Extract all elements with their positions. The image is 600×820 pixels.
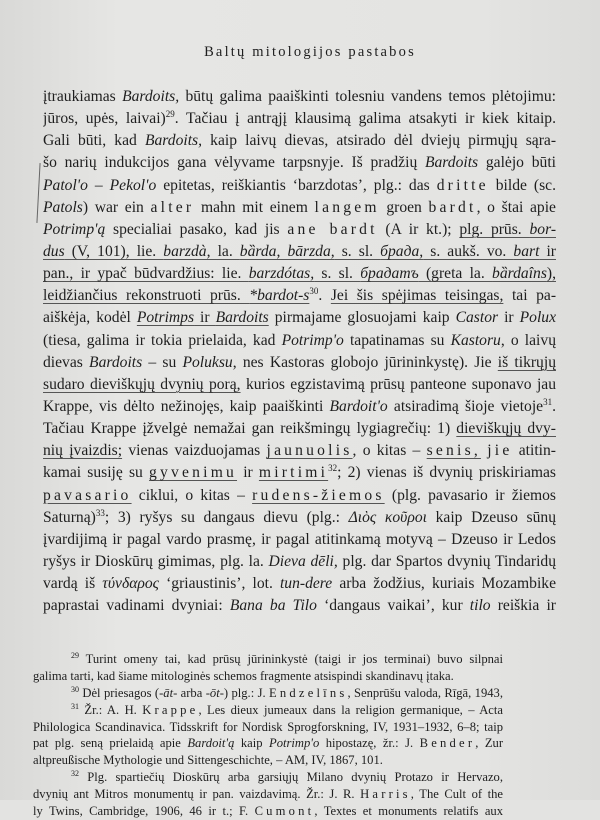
text-segment: altpreußische Mythologie und Sittengeschichte, – AM, IV, 1867, 101. <box>33 753 383 768</box>
footnote-ref: 31 <box>71 701 79 711</box>
text-segment: groen <box>379 198 429 216</box>
text-segment: arba <box>177 685 206 700</box>
italic-text: Poluksu <box>182 353 233 371</box>
text-segment: , o štai apie <box>476 198 556 216</box>
italic-text: barzdótas, <box>248 265 315 283</box>
text-segment: specialiai pasako, kad jis <box>105 220 288 238</box>
italic-text: bart <box>513 242 540 260</box>
footnote-ref: 30 <box>71 684 79 694</box>
text-segment: , nes Kastoras globojo jūrininkystę). Jie <box>232 353 498 371</box>
text-segment: (plg. pavasario ir žiemos <box>384 486 556 504</box>
text-segment: Jei šis spėjimas teisingas, <box>330 287 504 305</box>
text-segment: paprastai vadinami dvyniai: <box>43 597 230 615</box>
footnote-ref: 32 <box>328 463 338 474</box>
text-segment: ‘dangaus vaikai’, kur <box>316 597 470 615</box>
text-segment: ‘griaustinis’, lot. <box>158 575 280 593</box>
italic-text: брадатъ <box>360 265 419 283</box>
text-segment: ) war ein <box>82 198 151 216</box>
footnote-line <box>33 769 503 786</box>
text-segment: . <box>552 397 556 415</box>
body-line <box>43 352 556 374</box>
italic-text: Bana ba Tilo <box>229 597 317 615</box>
italic-text: dus <box>43 242 65 260</box>
spaced-text: Harris <box>360 787 411 802</box>
text-segment: , Les dieux jumeaux dans la religion germanique, – Acta <box>198 702 503 717</box>
text-segment: nių įvaizdis; <box>43 442 123 460</box>
text-segment: . <box>318 287 331 305</box>
text-segment: kaip <box>234 736 269 751</box>
text-segment: (V, 101), lie. <box>64 242 164 260</box>
text-segment: ), <box>546 265 556 283</box>
text-segment: dieviškųjų dvy- <box>456 420 556 438</box>
italic-text: Διὸς κοῦροι <box>348 508 427 526</box>
text-segment: bilde (sc. <box>488 176 556 194</box>
text-segment: , Senprūšu valoda, Rīgā, 1943, <box>347 685 503 700</box>
text-segment: galėjo būti <box>478 154 556 172</box>
text-segment: būtų galima paaiškinti tolesniu vandens temos plėtojimu: <box>179 88 556 105</box>
spaced-text: Cumont <box>254 804 315 819</box>
body-text <box>43 86 556 617</box>
spaced-text: langem <box>314 198 380 216</box>
body-line <box>43 573 556 595</box>
body-line <box>43 595 556 617</box>
text-segment: aiškėja, kodėl <box>43 309 137 327</box>
spaced-text: bardt <box>428 198 477 216</box>
text-segment: atsiradimą šioje vietoje <box>387 397 544 415</box>
spaced-text: rudens-žiemos <box>252 486 385 504</box>
body-line <box>43 396 556 418</box>
text-segment: jūros, upės, laivai) <box>43 110 166 128</box>
text-segment: s. sl. <box>314 265 361 283</box>
italic-text: *bardot-s <box>249 287 310 305</box>
italic-text: -āt- <box>159 685 178 700</box>
italic-text: tun-dere <box>279 575 333 593</box>
text-segment: dvynių ant Mitros monumentų ir pan. vaizdavimą. Žr.: J. R. <box>33 787 361 802</box>
text-segment: Philologica Scandinavica. Tidsskrift for Nordisk Sprogforskning, IV, 1931–1932, 6–8; taip <box>33 719 503 734</box>
footnote-ref: 33 <box>95 507 105 518</box>
body-line <box>43 263 556 285</box>
text-segment: Krappe, vis dėlto nežinojęs, kaip paaiškinti <box>43 397 330 415</box>
italic-text: τύνδαρος <box>102 575 159 593</box>
body-line <box>43 374 556 396</box>
text-segment: Saturną) <box>43 508 96 526</box>
italic-text: Bardoit'o <box>329 397 388 415</box>
text-segment: ir <box>539 242 556 260</box>
text-segment: leidžiančius rekonstruoti prūs. <box>43 287 250 305</box>
italic-text: Bardoits <box>215 309 269 327</box>
spaced-text: dritte <box>436 176 489 194</box>
italic-text: Bardoit'ą <box>187 736 235 751</box>
spaced-text: pavasario <box>43 486 132 504</box>
text-segment: plg. dar Spartos dvynių Tindaridų <box>337 552 556 570</box>
italic-text: Potrimp'o <box>269 736 320 751</box>
footnote-ref: 32 <box>71 769 79 779</box>
text-segment: ir <box>194 309 216 327</box>
footnote-line <box>33 786 503 803</box>
spaced-text: mirtimi <box>258 464 329 482</box>
text-segment: Žr.: A. H. <box>79 702 143 717</box>
italic-text: Castor <box>455 309 499 327</box>
italic-text: Potrimp'ą <box>43 220 106 238</box>
spaced-text: Krappe <box>142 702 199 717</box>
italic-text: Potrimp'o <box>281 331 344 349</box>
text-segment: pirmajame glosuojami kaip <box>268 309 456 327</box>
text-segment: Tačiau Krappe įžvelgė nemažai gan reikšmingų lygiagrečių: 1) <box>43 420 457 438</box>
text-segment: kaip laivų dievas, atsirado dėl dviejų pirmųjų sąra- <box>202 132 556 150</box>
text-segment: galima tarti, kad šiame mitologinės schemos fragmente atsispindi skandinavų įtaka. <box>33 668 454 683</box>
text-segment: reiškia ir <box>490 597 556 615</box>
italic-text: Patol'o – Pekol'o <box>43 176 157 194</box>
body-line <box>43 529 556 551</box>
italic-text: Bardoits <box>89 353 143 371</box>
text-segment: , Textes et monuments relatifs aux <box>314 804 503 819</box>
body-line <box>43 507 556 529</box>
text-segment: , The Cult of the <box>410 787 503 802</box>
text-segment: tai pa- <box>503 287 556 305</box>
text-segment: iš tikrųjų <box>497 353 556 371</box>
italic-text: Dieva dēli, <box>268 552 338 570</box>
text-segment: tapatinamas su <box>343 331 451 349</box>
text-segment: ; 3) ryšys su dangaus dievu (plg.: <box>104 508 349 526</box>
footnote-ref: 29 <box>165 109 175 120</box>
spaced-text: jaunuolis <box>266 442 353 460</box>
text-segment: – su <box>142 353 183 371</box>
text-segment: plg. prūs. <box>459 220 530 238</box>
spaced-text: Bender <box>419 736 476 751</box>
text-segment: . Tačiau į antrąjį klausimą galima atsakyti ir kiek kitaip. <box>174 110 556 128</box>
body-line <box>43 285 556 307</box>
body-line <box>43 485 556 507</box>
text-segment: įtraukiamas <box>43 88 123 105</box>
text-segment: hipostazę, žr.: J. <box>319 736 420 751</box>
body-line <box>43 130 556 152</box>
body-line <box>43 330 556 352</box>
text-segment: , o kitas – <box>352 442 427 460</box>
italic-text: Bardoits <box>424 154 479 172</box>
footnote-line <box>33 702 503 719</box>
text-segment: atitin- <box>512 442 556 460</box>
footnote-ref: 29 <box>71 651 79 660</box>
italic-text: bor- <box>529 220 556 238</box>
text-segment: ciklui, o kitas – <box>131 486 253 504</box>
spaced-text: Endzelīns <box>269 685 348 700</box>
footnote-ref: 31 <box>543 396 553 407</box>
text-segment: ly Twins, Cambridge, 1906, 46 ir t.; F. <box>33 804 255 819</box>
text-segment: kamai susiję su <box>43 464 150 482</box>
body-line <box>43 86 556 108</box>
text-segment: la. <box>210 242 240 260</box>
italic-text: Polux <box>519 309 556 327</box>
text-segment: Turint omeny tai, kad prūsų jūrininkystė (taigi ir jos terminai) buvo silpnai <box>85 652 503 666</box>
footnote-line <box>33 651 503 668</box>
italic-text: Bardoits, <box>122 88 180 105</box>
body-line <box>43 219 556 241</box>
body-line <box>43 152 556 174</box>
footnote-line <box>33 719 503 736</box>
italic-text: tilo <box>469 597 491 615</box>
text-segment: , o laivų <box>500 331 556 349</box>
text-segment: s. sl. <box>334 242 381 260</box>
italic-text: -ōt- <box>205 685 224 700</box>
text-segment: ; 2) vienas iš dvynių priskiriamas <box>337 464 556 482</box>
text-segment: s. aukš. vo. <box>423 242 514 260</box>
text-segment: vardą iš <box>43 575 103 593</box>
body-line <box>43 197 556 219</box>
spaced-text: jie <box>487 442 513 460</box>
text-segment: kaip Dzeuso sūnų <box>426 508 556 526</box>
text-segment: mahn mit einem <box>194 198 315 216</box>
text-segment: ir <box>498 309 520 327</box>
body-line <box>43 462 556 484</box>
text-segment: šo narių indukcijos gana vėlyvame tarpsnyje. Iš pradžių <box>43 154 425 172</box>
italic-text: Patols <box>43 198 83 216</box>
text-segment: pat plg. seną prielaidą apie <box>33 736 188 751</box>
italic-text: bȁrdaîns <box>492 265 547 283</box>
text-segment: dievas <box>43 353 90 371</box>
italic-text: Bardoits, <box>144 132 203 150</box>
italic-text: barzdà, <box>163 242 211 260</box>
body-line <box>43 551 556 573</box>
body-line <box>43 108 556 130</box>
footnote-line <box>33 752 503 769</box>
text-segment: kurios egzistavimą prūsų panteone suponavo jau <box>240 375 556 393</box>
text-segment: pan., ir ypač būdvardžius: lie. <box>43 265 249 283</box>
footnote-line <box>33 668 503 685</box>
spaced-text: senis, <box>426 442 481 460</box>
text-segment: įvardijimą ir pagal vardo prasmę, ir pagal atitinkamą motyvą – Dzeuso ir Ledos <box>43 530 556 548</box>
footnote-line <box>33 685 503 702</box>
text-segment: arba žodžius, kuriais Mozambike <box>332 575 556 593</box>
italic-text: Potrimps <box>136 309 195 327</box>
text-segment: ) plg.: J. <box>223 685 270 700</box>
spaced-text: ane bardt <box>287 220 378 238</box>
footnote-ref: 30 <box>309 286 319 297</box>
footnotes <box>33 651 503 820</box>
text-segment: sudaro dieviškųjų dvynių porą, <box>43 375 241 393</box>
running-head: Baltų mitologijos pastabos <box>204 44 416 60</box>
spaced-text: alter <box>150 198 195 216</box>
body-line <box>43 440 556 462</box>
text-segment: (A ir kt.); <box>377 220 460 238</box>
body-line <box>43 307 556 329</box>
footnote-line <box>33 803 503 820</box>
italic-text: брада, <box>380 242 424 260</box>
body-line <box>43 175 556 197</box>
text-segment: (greta la. <box>418 265 493 283</box>
italic-text: bȁrda, bārzda, <box>239 242 335 260</box>
text-segment: epitetas, reiškiantis ‘barzdotas’, plg.: das <box>156 176 437 194</box>
text-segment: ryšys ir Dioskūrų gimimas, plg. la. <box>43 552 269 570</box>
spaced-text: gyvenimu <box>149 464 238 482</box>
text-segment: ir <box>237 464 259 482</box>
text-segment: vienas vaizduojamas <box>122 442 267 460</box>
text-segment: Plg. spartiečių Dioskūrų arba garsiųjų Milano dvynių Protazo ir Hervazo, <box>87 770 503 785</box>
body-line <box>43 418 556 440</box>
italic-text: Kastoru <box>450 331 501 349</box>
text-segment: Dėl priesagos ( <box>79 685 160 700</box>
text-segment: Gali būti, kad <box>43 132 145 150</box>
footnote-line <box>33 735 503 752</box>
text-segment: , Zur <box>475 736 503 751</box>
text-segment: (tiesa, galima ir tokia prielaida, kad <box>43 331 282 349</box>
body-line <box>43 241 556 263</box>
